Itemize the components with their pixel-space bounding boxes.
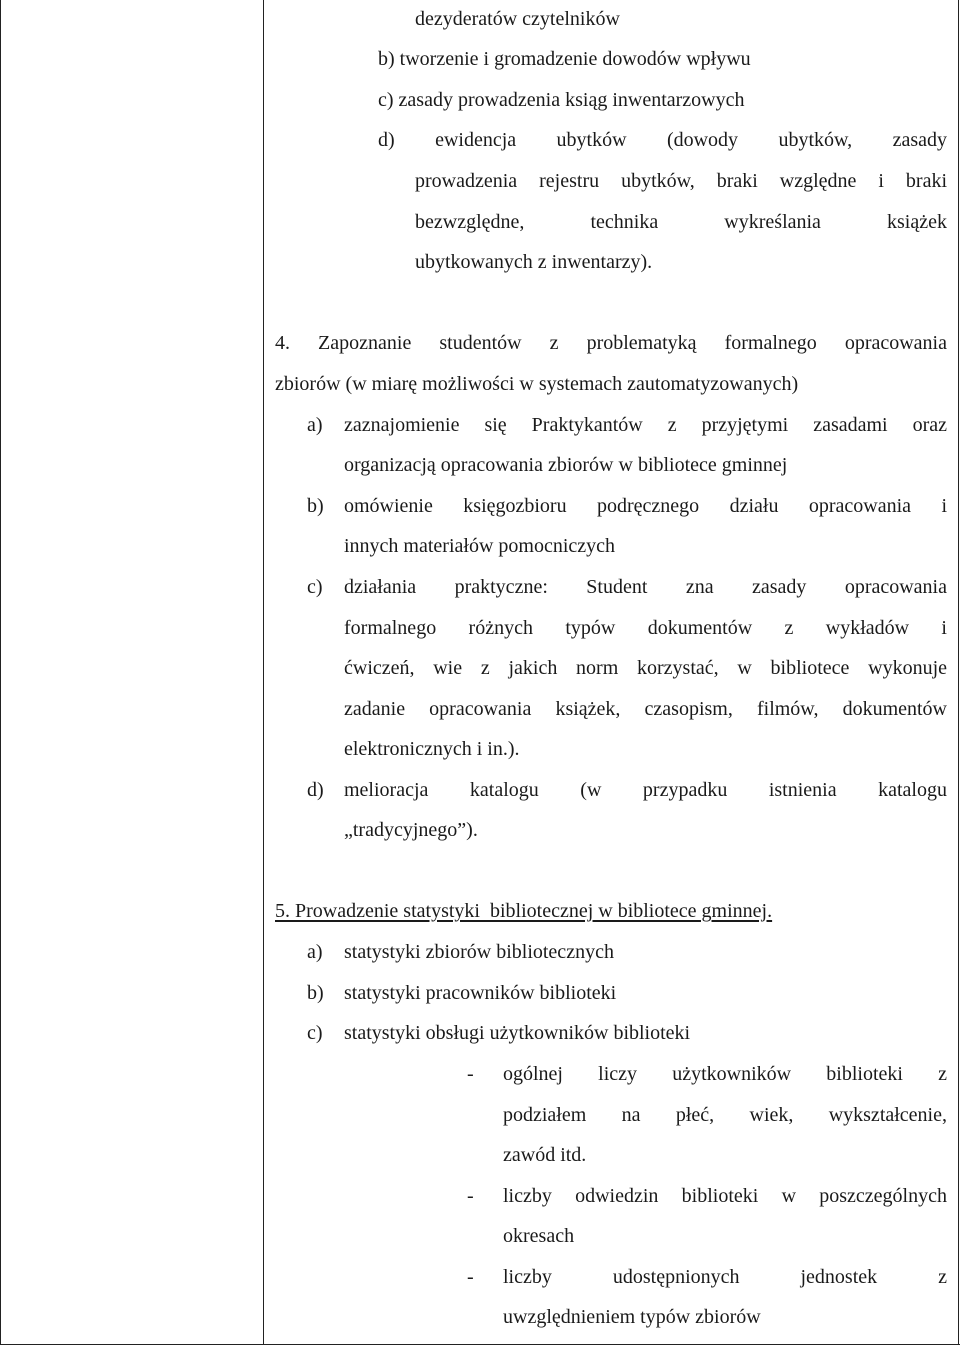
list-line: organizacją opracowania zbiorów w bibliotece gminnej [344,454,788,476]
section-4-heading-cont: zbiorów (w miarę możliwości w systemach zautomatyzowanych) [275,373,799,395]
list-line: liczby odwiedzin biblioteki w poszczególnych [503,1185,947,1207]
item-marker: c) [307,1022,323,1044]
list-item-c: c) zasady prowadzenia ksiąg inwentarzowych [378,89,745,111]
list-item-b: b) tworzenie i gromadzenie dowodów wpływu [378,48,751,70]
list-line: podziałem na płeć, wiek, wykształcenie, [503,1104,947,1126]
section-5-heading: 5. Prowadzenie statystyki bibliotecznej w bibliotece gminnej. [275,900,773,922]
list-line: zaznajomienie się Praktykantów z przyjętymi zasadami oraz [344,414,947,436]
list-line: okresach [503,1225,575,1247]
dash-marker: - [467,1266,474,1288]
list-line: działania praktyczne: Student zna zasady opracowania [344,576,947,598]
item-marker: a) [307,414,323,436]
list-line: elektronicznych i in.). [344,738,520,760]
table-divider [263,0,264,1344]
list-line: statystyki zbiorów bibliotecznych [344,941,614,963]
table-border-left [0,0,1,1344]
list-line: uwzględnieniem typów zbiorów [503,1306,761,1328]
list-line: prowadzenia rejestru ubytków, braki względne i braki [415,170,947,192]
dash-marker: - [467,1185,474,1207]
list-line: ogólnej liczy użytkowników biblioteki z [503,1063,947,1085]
list-line: zawód itd. [503,1144,587,1166]
item-marker: c) [307,576,323,598]
table-border-right [958,0,959,1344]
dash-marker: - [467,1063,474,1085]
list-line: liczby udostępnionych jednostek z [503,1266,947,1288]
list-line: melioracja katalogu (w przypadku istnienia katalogu [344,779,947,801]
item-marker: d) [307,779,324,801]
list-line: statystyki pracowników biblioteki [344,982,617,1004]
list-line: formalnego różnych typów dokumentów z wykładów i [344,617,947,639]
item-marker: a) [307,941,323,963]
list-line: zadanie opracowania książek, czasopism, filmów, dokumentów [344,698,947,720]
section-4-heading: 4. Zapoznanie studentów z problematyką formalnego opracowania [275,332,947,354]
list-line: omówienie księgozbioru podręcznego działu opracowania i [344,495,947,517]
list-line: „tradycyjnego”). [344,819,478,841]
list-line: statystyki obsługi użytkowników biblioteki [344,1022,691,1044]
list-line: bezwzględne, technika wykreślania książek [415,211,947,233]
list-line: dezyderatów czytelników [415,8,620,30]
list-item-d: d) ewidencja ubytków (dowody ubytków, zasady [378,129,947,151]
list-line: ćwiczeń, wie z jakich norm korzystać, w bibliotece wykonuje [344,657,947,679]
item-marker: b) [307,495,324,517]
table-border-bottom [0,1344,960,1345]
list-line: innych materiałów pomocniczych [344,535,616,557]
list-line: ubytkowanych z inwentarzy). [415,251,653,273]
item-marker: b) [307,982,324,1004]
